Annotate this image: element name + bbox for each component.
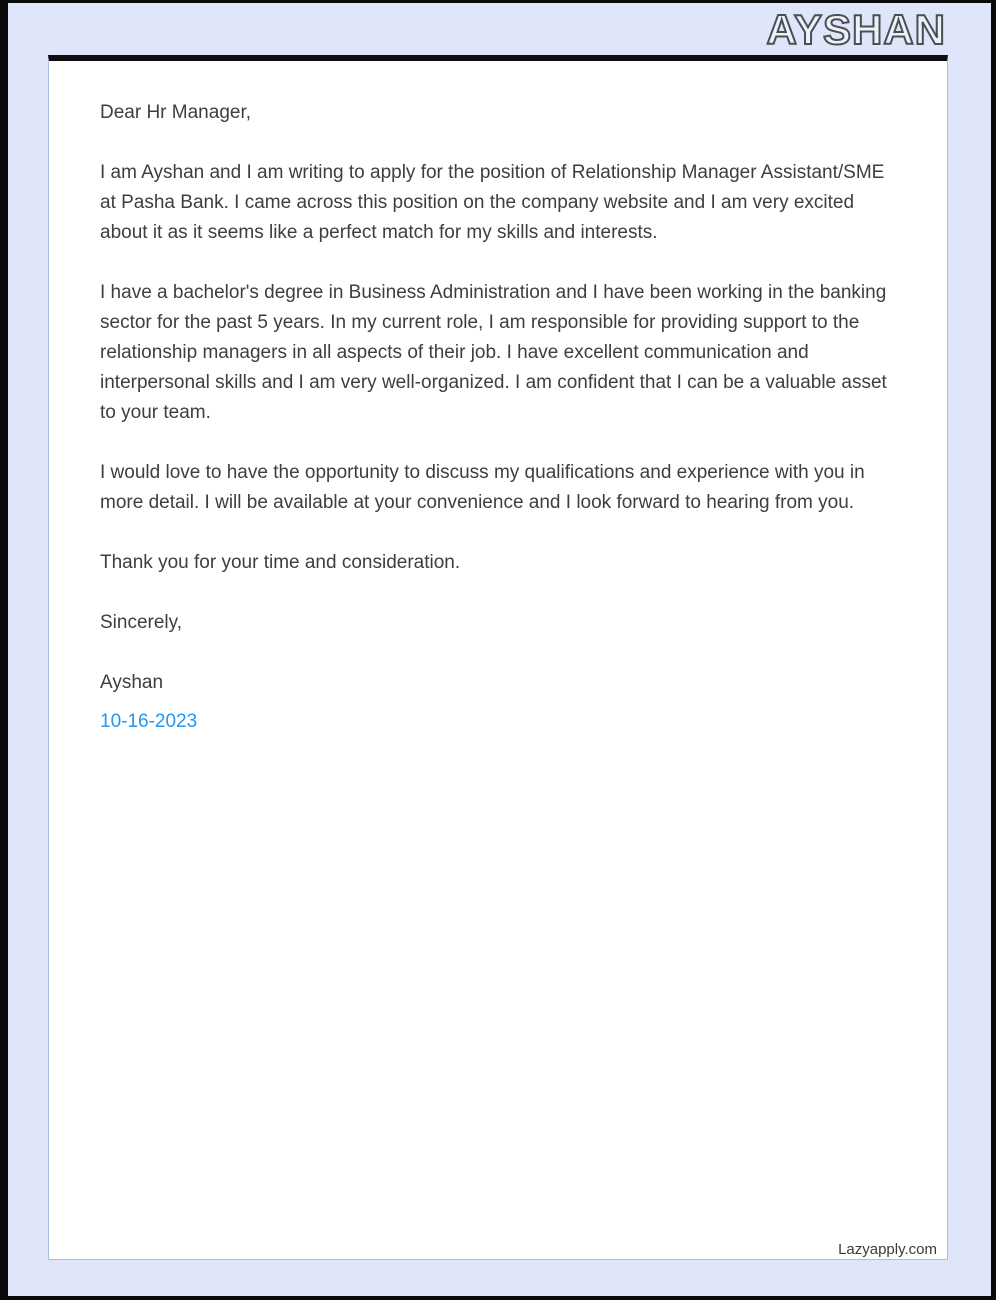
letter-body xyxy=(49,61,947,737)
brand-logo: AYSHAN xyxy=(766,6,946,53)
letter-page xyxy=(48,55,948,1260)
footer-brand: Lazyapply.com xyxy=(838,1241,937,1258)
paragraph-experience: I have a bachelor's degree in Business Administration and I have been working in the banking sector for the past 5 years. In my current role, I am responsible for providing support to the relationship managers in all aspects of their job. I have excellent communication and interpersonal skills and I am very well-organized. I am confident that I can be a valuable asset to your team. xyxy=(100,282,887,423)
closing: Sincerely, xyxy=(100,612,183,633)
paragraph-thanks: Thank you for your time and consideration. xyxy=(100,552,461,573)
paragraph-request: I would love to have the opportunity to discuss my qualifications and experience with you in more detail. I will be available at your convenience and I look forward to hearing from you. xyxy=(100,462,865,513)
signature-name: Ayshan xyxy=(100,672,164,693)
paragraph-introduction: I am Ayshan and I am writing to apply for the position of Relationship Manager Assistant/SME at Pasha Bank. I came across this position on the company website and I am very excited about it as it seems like a perfect match for my skills and interests. xyxy=(100,162,885,243)
greeting: Dear Hr Manager, xyxy=(100,102,252,123)
date-link[interactable]: 10-16-2023 xyxy=(100,711,198,732)
date-line xyxy=(100,707,895,737)
